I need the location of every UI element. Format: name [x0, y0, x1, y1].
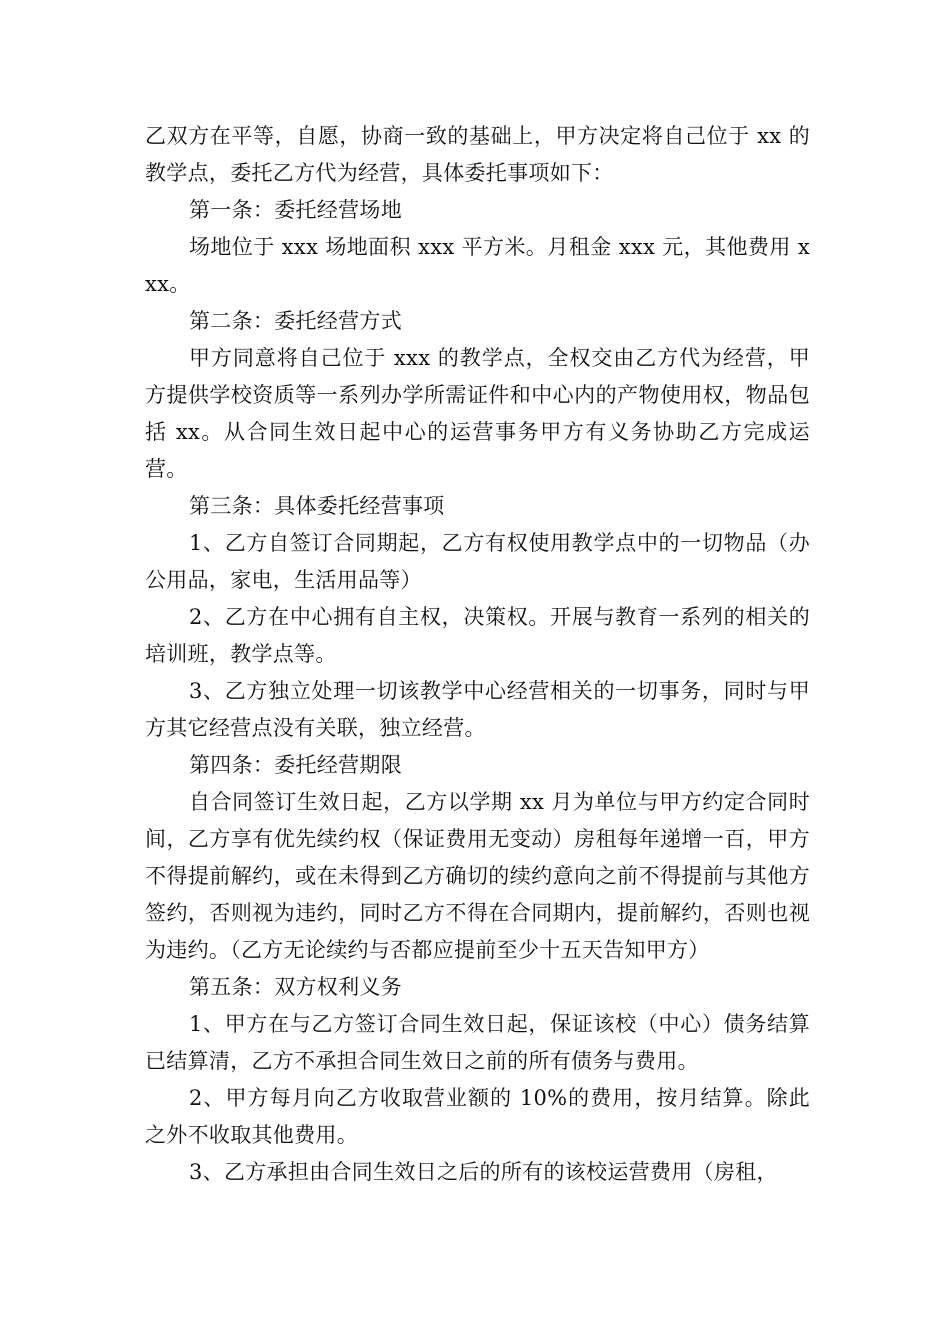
article-2-paragraph: 甲方同意将自己位于 xxx 的教学点，全权交由乙方代为经营，甲方提供学校资质等一系列办学所需证件和中心内的产物使用权，物品包括 xx。从合同生效日起中心的运营事务甲方有义务协助乙方完成运营。 — [145, 346, 810, 481]
article-5-item-2: 2、甲方每月向乙方收取营业额的 10%的费用，按月结算。除此之外不收取其他费用。 — [145, 1086, 810, 1147]
article-1-heading: 第一条：委托经营场地 — [189, 198, 402, 222]
article-3-item-1: 1、乙方自签订合同期起，乙方有权使用教学点中的一切物品（办公用品，家电，生活用品等） — [145, 531, 810, 592]
article-3-item-2: 2、乙方在中心拥有自主权，决策权。开展与教育一系列的相关的培训班，教学点等。 — [145, 605, 810, 666]
article-4-heading: 第四条：委托经营期限 — [189, 753, 402, 777]
article-3-item-3: 3、乙方独立处理一切该教学中心经营相关的一切事务，同时与甲方其它经营点没有关联，独立经营。 — [145, 679, 810, 740]
intro-paragraph: 乙双方在平等，自愿，协商一致的基础上，甲方决定将自己位于 xx 的教学点，委托乙方代为经营，具体委托事项如下： — [145, 124, 810, 185]
article-3-heading: 第三条：具体委托经营事项 — [189, 494, 445, 518]
article-5-item-3: 3、乙方承担由合同生效日之后的所有的该校运营费用（房租， — [189, 1160, 778, 1184]
document-body — [145, 118, 810, 1191]
article-5-heading: 第五条：双方权利义务 — [189, 975, 402, 999]
article-5-item-1: 1、甲方在与乙方签订合同生效日起，保证该校（中心）债务结算已结算清，乙方不承担合同生效日之前的所有债务与费用。 — [145, 1012, 810, 1073]
article-4-paragraph: 自合同签订生效日起，乙方以学期 xx 月为单位与甲方约定合同时间，乙方享有优先续约权（保证费用无变动）房租每年递增一百，甲方不得提前解约，或在未得到乙方确切的续约意向之前不得提前与其他方签约，否则视为违约，同时乙方不得在合同期内，提前解约，否则也视为违约。（乙方无论续约与否都应提前至少十五天告知甲方） — [145, 790, 810, 962]
article-2-heading: 第二条：委托经营方式 — [189, 309, 402, 333]
article-1-paragraph: 场地位于 xxx 场地面积 xxx 平方米。月租金 xxx 元，其他费用 xxx。 — [145, 235, 810, 296]
